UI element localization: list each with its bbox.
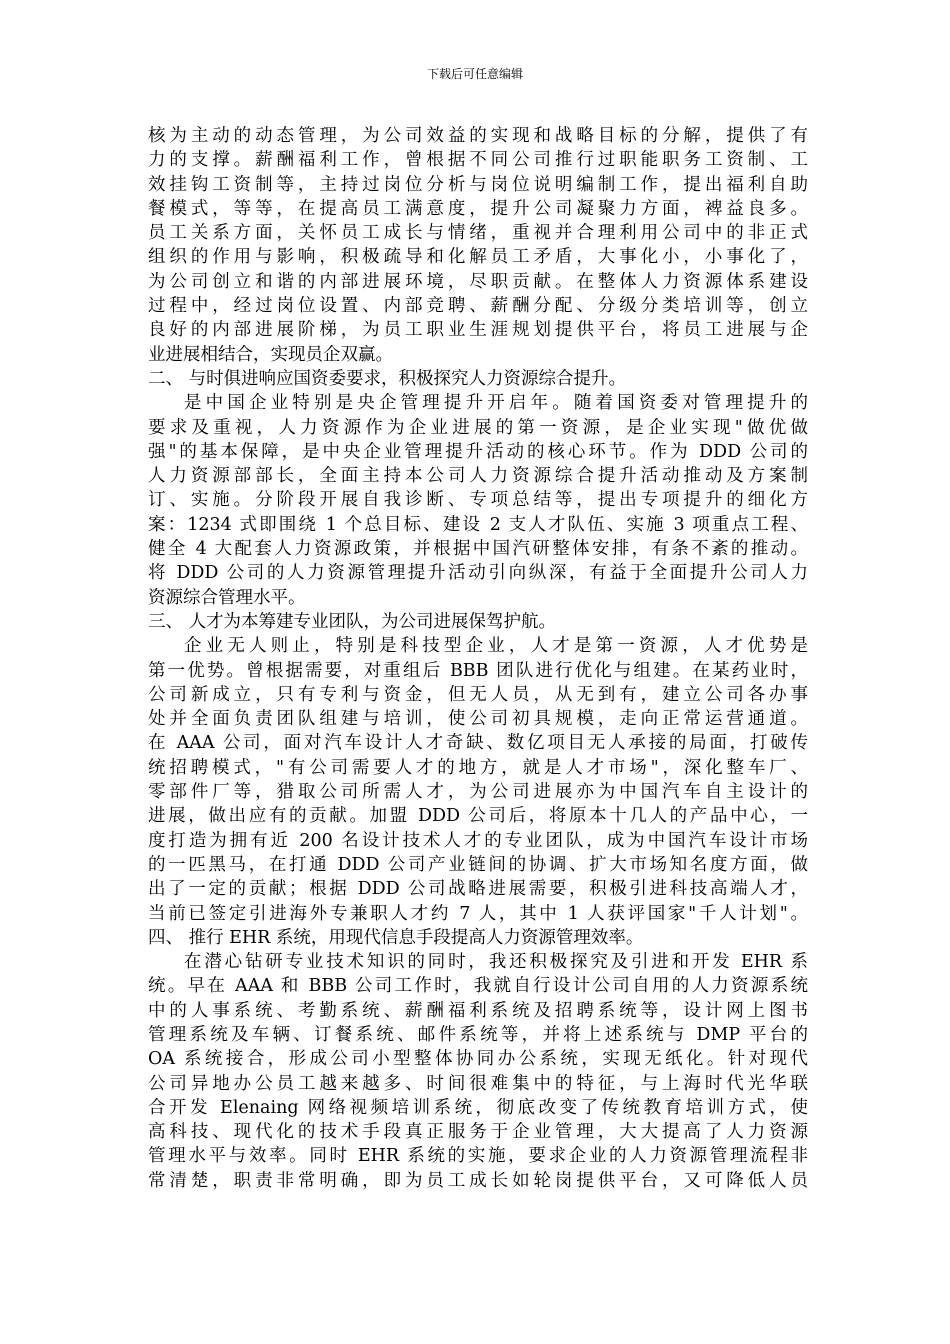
text-line: 健全 4 大配套人力资源政策，并根据中国汽研整体安排，有条不紊的推动。 <box>148 539 808 560</box>
text-line: 餐模式，等等，在提高员工满意度，提升公司凝聚力方面，裨益良多。 <box>148 198 808 219</box>
text-line: 第一优势。曾根据需要，对重组后 BBB 团队进行优化与组建。在某药业时， <box>148 660 808 681</box>
text-line: 中的人事系统、考勤系统、薪酬福利系统及招聘系统等，设计网上图书 <box>148 1000 808 1021</box>
text-line: 公司新成立，只有专利与资金，但无人员，从无到有，建立公司各办事 <box>148 684 808 705</box>
text-line: 管理水平与效率。同时 EHR 系统的实施，要求企业的人力资源管理流程非 <box>148 1146 808 1167</box>
text-line: 零部件厂等，猎取公司所需人才，为公司进展亦为中国汽车自主设计的 <box>148 782 808 803</box>
text-line: 在 AAA 公司，面对汽车设计人才奇缺、数亿项目无人承接的局面，打破传 <box>148 733 808 754</box>
page-header: 下载后可任意编辑 <box>426 67 523 81</box>
text-line: 强"的基本保障，是中央企业管理提升活动的核心环节。作为 DDD 公司的 <box>148 441 808 462</box>
text-line: 要求及重视，人力资源作为企业进展的第一资源，是企业实现"做优做 <box>148 417 808 438</box>
text-line: 资源综合管理水平。 <box>148 587 306 608</box>
text-line: 高科技、现代化的技术手段真正服务于企业管理，大大提高了人力资源 <box>148 1122 808 1143</box>
text-line: 处并全面负责团队组建与培训，使公司初具规模，走向正常运营通道。 <box>148 709 808 730</box>
text-line: 员工关系方面，关怀员工成长与情绪，重视并合理利用公司中的非正式 <box>148 223 808 244</box>
document-body <box>148 124 808 1193</box>
text-line: 订、实施。分阶段开展自我诊断、专项总结等，提出专项提升的细化方 <box>148 490 808 511</box>
text-line: 核为主动的动态管理，为公司效益的实现和战略目标的分解，提供了有 <box>148 126 808 146</box>
text-line: 业进展相结合，实现员企双赢。 <box>148 344 393 365</box>
text-line: 合开发 Elenaing 网络视频培训系统，彻底改变了传统教育培训方式，使 <box>148 1097 808 1118</box>
text-line: 出了一定的贡献；根据 DDD 公司战略进展需要，积极引进科技高端人才， <box>148 879 808 900</box>
text-line: 进展，做出应有的贡献。加盟 DDD 公司后，将原本十几人的产品中心，一 <box>148 806 808 827</box>
text-line: 案：1234 式即围绕 1 个总目标、建设 2 支人才队伍、实施 3 项重点工程、 <box>148 514 808 535</box>
text-line: 的一匹黑马，在打通 DDD 公司产业链间的协调、扩大市场知名度方面，做 <box>148 854 808 875</box>
text-line: 是中国企业特别是央企管理提升开启年。随着国资委对管理提升的 <box>184 393 808 414</box>
text-line: 企业无人则止，特别是科技型企业，人才是第一资源，人才优势是 <box>184 636 808 657</box>
text-line: 过程中，经过岗位设置、内部竞聘、薪酬分配、分级分类培训等，创立 <box>148 296 808 317</box>
text-line: 在潜心钻研专业技术知识的同时，我还积极探究及引进和开发 EHR 系 <box>184 952 808 973</box>
text-line: 当前已签定引进海外专兼职人才约 7 人，其中 1 人获评国家"千人计划"。 <box>148 903 808 924</box>
text-line: 统招聘模式，"有公司需要人才的地方，就是人才市场"，深化整车厂、 <box>148 757 808 778</box>
text-line: 度打造为拥有近 200 名设计技术人才的专业团队，成为中国汽车设计市场 <box>148 830 808 851</box>
text-line: 四、 推行 EHR 系统，用现代信息手段提高人力资源管理效率。 <box>148 927 644 948</box>
text-line: 三、 人才为本筹建专业团队，为公司进展保驾护航。 <box>148 611 557 632</box>
text-line: 管理系统及车辆、订餐系统、邮件系统等，并将上述系统与 DMP 平台的 <box>148 1024 808 1045</box>
text-line: 人力资源部部长，全面主持本公司人力资源综合提升活动推动及方案制 <box>148 466 808 487</box>
text-line: 公司异地办公员工越来越多、时间很难集中的特征，与上海时代光华联 <box>148 1073 808 1094</box>
text-line: 将 DDD 公司的人力资源管理提升活动引向纵深，有益于全面提升公司人力 <box>148 563 808 584</box>
text-line: 为公司创立和谐的内部进展环境，尽职贡献。在整体人力资源体系建设 <box>148 271 808 292</box>
text-line: 二、 与时俱进响应国资委要求，积极探究人力资源综合提升。 <box>148 368 627 389</box>
text-line: 组织的作用与影响，积极疏导和化解员工矛盾，大事化小，小事化了， <box>148 247 808 268</box>
text-line: 统。早在 AAA 和 BBB 公司工作时，我就自行设计公司自用的人力资源系统 <box>148 976 808 997</box>
text-line: 力的支撑。薪酬福利工作，曾根据不同公司推行过职能职务工资制、工 <box>148 150 808 171</box>
text-line: OA 系统接合，形成公司小型整体协同办公系统，实现无纸化。针对现代 <box>148 1049 808 1070</box>
text-line: 常清楚，职责非常明确，即为员工成长如轮岗提供平台，又可降低人员 <box>148 1170 808 1191</box>
text-line: 效挂钩工资制等，主持过岗位分析与岗位说明编制工作，提出福利自助 <box>148 174 808 195</box>
text-line: 良好的内部进展阶梯，为员工职业生涯规划提供平台，将员工进展与企 <box>148 320 808 341</box>
